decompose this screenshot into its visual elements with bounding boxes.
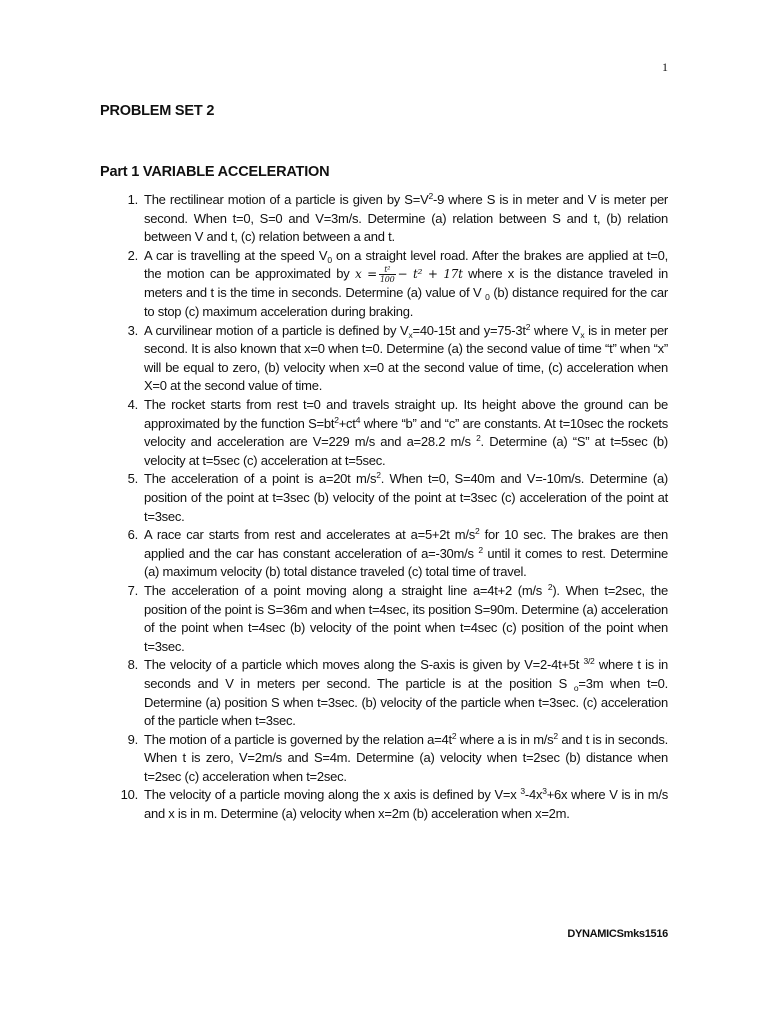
problem-number: 7. (127, 582, 138, 598)
superscript: 2 (451, 730, 457, 741)
problem-text: where a is in m/s (456, 731, 554, 747)
superscript: 2 (428, 191, 433, 201)
superscript: 2 (376, 470, 381, 481)
problem-number: 1. (127, 192, 138, 207)
problem-text: =40-15t and y=75-3t (412, 322, 526, 338)
problem-text: (b) distance required for the car to stop (c) maximum acceleration during braking. (144, 285, 668, 320)
problem-1 (100, 191, 668, 247)
problem-set-title: PROBLEM SET 2 (100, 103, 215, 119)
problem-10 (100, 786, 668, 823)
problem-text: -9 where S is in meter and V is meter per second. When t=0, S=0 and V=3m/s. Determine (a) relation between S and t, (b) relation between V and t, (c) relation between a and t. (144, 192, 668, 245)
fraction-denominator: 100 (379, 275, 395, 285)
superscript: 2 (525, 321, 531, 332)
fraction-numerator: t² (379, 265, 396, 275)
problem-text: The velocity of a particle which moves along the S-axis is given by V=2-4t+5t (144, 657, 584, 673)
equation-rhs: − t² + 17t (397, 267, 463, 282)
superscript: 3/2 (583, 656, 595, 667)
problem-text: where V (530, 322, 581, 338)
problem-2 (100, 247, 668, 322)
problem-text: +6x where V is in m/s and x is in m. Determine (a) velocity when x=2m (b) acceleration when x=2m. (144, 787, 668, 822)
problem-text: on a straight level road. After the brakes are applied at t=0, the motion can be approximated by (144, 247, 668, 282)
problem-text: where “b” and “c” are constants. At t=10sec the rockets velocity and acceleration are V=229 m/s and a=28.2 m/s (144, 415, 668, 450)
problem-number: 3. (127, 322, 138, 338)
superscript: 4 (355, 414, 361, 425)
problem-7 (100, 582, 668, 656)
problem-8 (100, 656, 668, 730)
equation-fraction (379, 265, 396, 284)
problem-number: 8. (127, 657, 138, 673)
superscript: 2 (334, 414, 339, 425)
problem-text: The rectilinear motion of a particle is given by S=V (144, 192, 429, 207)
problem-text: The rocket starts from rest t=0 and travels straight up. Its height above the ground can be approximated by the function S=bt (144, 397, 668, 431)
problem-text: where t is in seconds and V in meters per second. The particle is at the position S (144, 657, 668, 691)
subscript: x (408, 329, 413, 340)
superscript: 3 (520, 786, 525, 797)
part-title: Part 1 VARIABLE ACCELERATION (100, 164, 330, 180)
problem-text: -4x (524, 787, 543, 803)
problem-text: The velocity of a particle moving along the x axis is defined by V=x (144, 787, 521, 803)
problem-text: where x is the distance traveled in meters and t is the time in seconds. Determine (a) value of V (144, 266, 669, 301)
problem-number: 5. (127, 471, 138, 487)
superscript: 2 (478, 544, 483, 555)
problem-text: =3m when t=0. Determine (a) position S when t=3sec. (b) velocity of the particle when t=3sec. (c) acceleration of the particle when t=3sec. (144, 675, 668, 729)
problem-text: for 10 sec. The brakes are then applied and the car has constant acceleration of a=-30m/s (144, 527, 669, 561)
superscript: 2 (476, 433, 481, 444)
superscript: 2 (547, 581, 553, 592)
subscript: 0 (327, 254, 332, 265)
problem-4 (100, 396, 668, 470)
problem-9 (100, 731, 668, 787)
document-footer: DYNAMICSmks1516 (567, 928, 668, 940)
problem-3 (100, 322, 668, 396)
problem-number: 2. (127, 247, 138, 263)
problem-5 (100, 470, 668, 526)
problem-text: . Determine (a) “S” at t=5sec (b) velocity at t=5sec (c) acceleration at t=5sec. (144, 434, 668, 468)
subscript: 0 (485, 292, 490, 303)
problem-list (100, 191, 668, 824)
problem-number: 6. (127, 527, 138, 543)
problem-text: +ct (338, 415, 356, 431)
problem-text: A curvilinear motion of a particle is defined by V (144, 322, 409, 338)
problem-number: 10. (120, 787, 138, 803)
problem-text: . When t=0, S=40m and V=-10m/s. Determine (a) position of the point at t=3sec (b) velocity of the point at t=3sec (c) acceleration of the point at t=3sec. (144, 471, 668, 524)
superscript: 2 (553, 730, 558, 741)
problem-text: The motion of a particle is governed by the relation a=4t (144, 731, 452, 747)
subscript: x (580, 329, 585, 340)
problem-number: 9. (127, 731, 138, 747)
problem-text: A race car starts from rest and accelerates at a=5+2t m/s (144, 527, 475, 543)
page-number: 1 (662, 60, 668, 74)
problem-6 (100, 526, 668, 582)
problem-text: A car is travelling at the speed V (144, 247, 328, 263)
problem-number: 4. (127, 397, 138, 412)
problem-text: is in meter per second. It is also known that x=0 when t=0. Determine (a) the second value of time “t” when “x” will be equal to zero, (b) velocity when x=0 at the second value of time, (c) acceleration when X=0 at the second value of time. (144, 322, 669, 394)
equation-lhs: x = (354, 267, 377, 282)
problem-text: ). When t=2sec, the position of the point is S=36m and when t=4sec, its position S=90m. Determine (a) acceleration of the point when t=4sec (b) velocity of the point when t=4sec (c) position of the point when t=3sec. (144, 582, 668, 654)
superscript: 3 (542, 786, 547, 797)
problem-text: until it comes to rest. Determine (a) maximum velocity (b) total distance traveled (c) total time of travel. (144, 545, 668, 580)
subscript: o (573, 682, 579, 693)
problem-text: The acceleration of a point is a=20t m/s (144, 471, 377, 487)
problem-text: and t is in seconds. When t is zero, V=2m/s and S=4m. Determine (a) velocity when t=2sec (b) distance when t=2sec (c) acceleration when t=2sec. (144, 731, 668, 784)
superscript: 2 (474, 526, 480, 537)
problem-text: The acceleration of a point moving along a straight line a=4t+2 (m/s (144, 582, 548, 598)
